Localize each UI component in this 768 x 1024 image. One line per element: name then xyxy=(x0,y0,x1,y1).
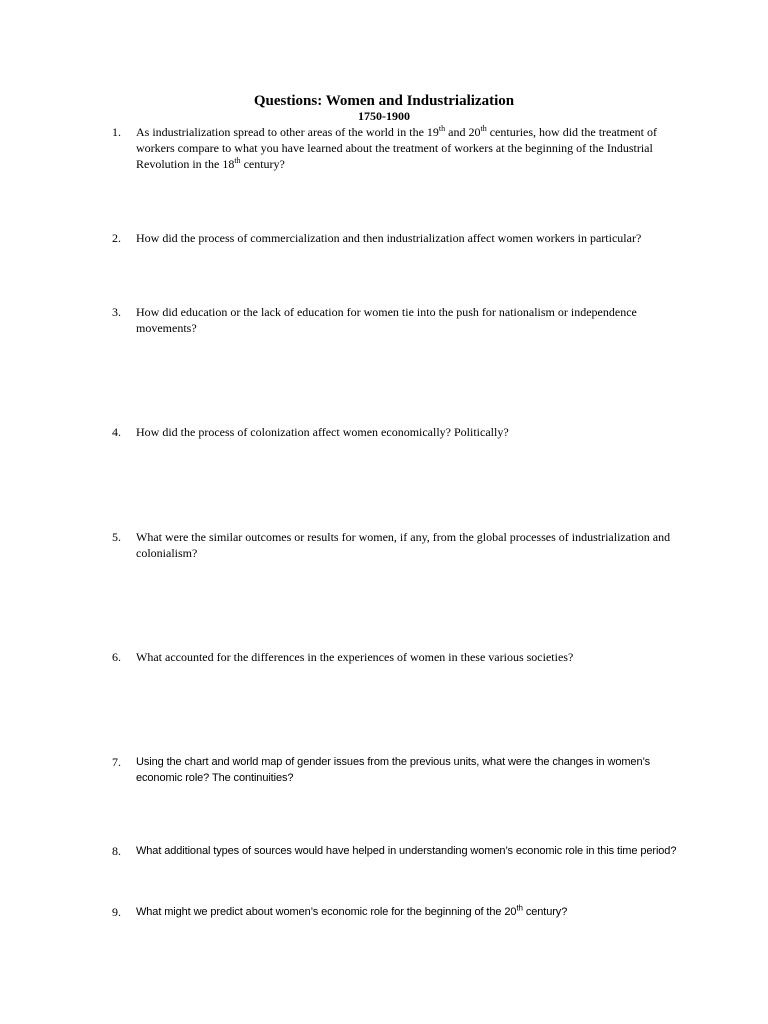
question-text: What accounted for the differences in the experiences of women in these various societies? xyxy=(136,650,574,664)
question-text: What might we predict about women’s economic role for the beginning of the 20th century? xyxy=(136,903,568,918)
question-9 xyxy=(112,904,692,920)
question-number: 6. xyxy=(112,650,121,664)
question-number: 2. xyxy=(112,231,121,245)
question-number: 8. xyxy=(112,844,121,858)
question-3 xyxy=(112,304,692,336)
page-subtitle-date-range: 1750-1900 xyxy=(358,109,410,123)
question-text: As industrialization spread to other areas of the world in the 19th and 20th centuries, how did the treatment of workers compare to what you have learned about the treatment of workers at the beginning of the Industrial Revolution in the 18th century? xyxy=(136,124,657,171)
question-text: What additional types of sources would have helped in understanding women’s economic role in this time period? xyxy=(136,845,677,857)
question-7 xyxy=(112,754,692,786)
question-number: 9. xyxy=(112,905,121,919)
question-text: Using the chart and world map of gender issues from the previous units, what were the changes in women’s economic role? The continuities? xyxy=(136,756,651,784)
question-text: How did education or the lack of education for women tie into the push for nationalism or independence movements? xyxy=(136,305,637,335)
question-6 xyxy=(112,649,692,665)
question-8 xyxy=(112,843,692,859)
question-1 xyxy=(112,124,692,172)
question-text: How did the process of colonization affect women economically? Politically? xyxy=(136,425,509,439)
question-number: 5. xyxy=(112,530,121,544)
question-text: How did the process of commercialization and then industrialization affect women workers in particular? xyxy=(136,231,642,245)
question-number: 7. xyxy=(112,755,121,769)
question-text: What were the similar outcomes or results for women, if any, from the global processes of industrialization and colonialism? xyxy=(136,530,671,560)
question-2 xyxy=(112,230,692,246)
question-4 xyxy=(112,424,692,440)
question-number: 4. xyxy=(112,425,121,439)
page-title: Questions: Women and Industrialization xyxy=(253,93,515,109)
question-number: 3. xyxy=(112,305,121,319)
question-5 xyxy=(112,529,692,561)
question-number: 1. xyxy=(112,125,121,139)
